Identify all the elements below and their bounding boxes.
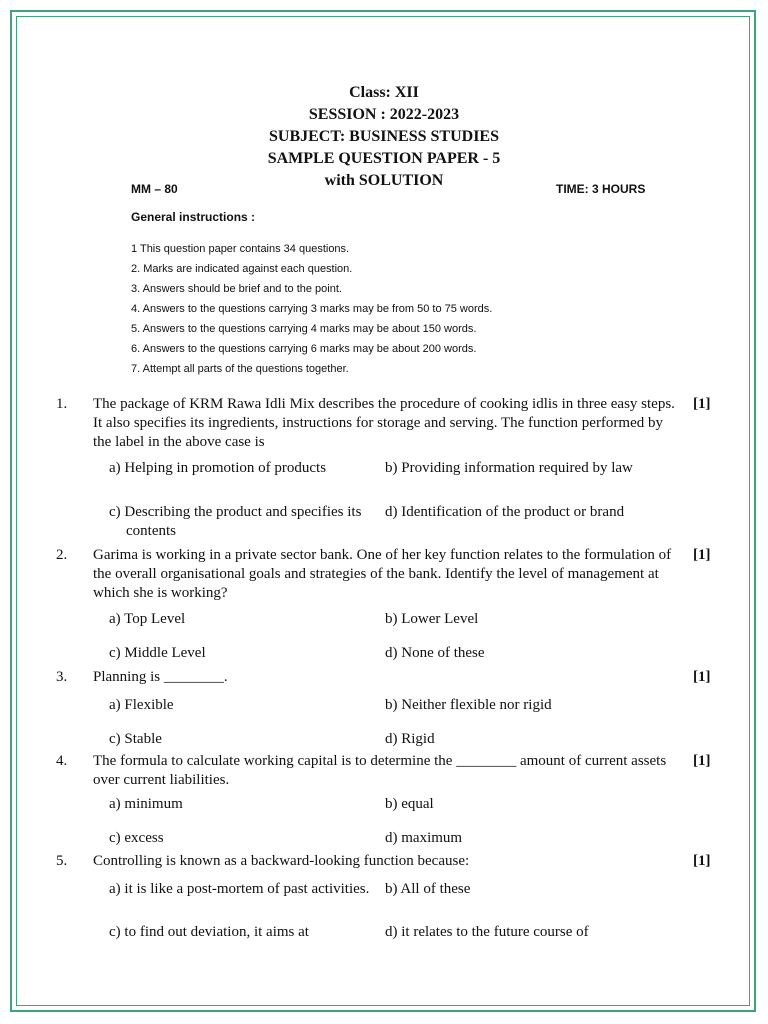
instruction-item: 6. Answers to the questions carrying 6 marks may be about 200 words.	[131, 343, 477, 355]
question-text: The formula to calculate working capital is to determine the ________ amount of current assets over current liabilities.	[93, 753, 667, 788]
option-a: a) Flexible	[109, 697, 174, 713]
question-number: 3.	[56, 669, 68, 685]
option-a: a) Helping in promotion of products	[109, 460, 327, 476]
instruction-item: 3. Answers should be brief and to the point.	[131, 283, 342, 295]
instructions-title: General instructions :	[131, 210, 256, 224]
instruction-item: 1 This question paper contains 34 questions.	[131, 243, 350, 255]
class-line: Class: XII	[349, 84, 419, 101]
option-c: c) to find out deviation, it aims at	[109, 924, 309, 940]
option-b: b) equal	[385, 796, 434, 812]
question-marks: [1]	[693, 669, 711, 685]
question-marks: [1]	[693, 853, 711, 869]
option-d: d) Identification of the product or brand	[385, 504, 625, 520]
instruction-item: 7. Attempt all parts of the questions together.	[131, 363, 349, 375]
option-b: b) Providing information required by law	[385, 460, 633, 476]
instruction-item: 2. Marks are indicated against each question.	[131, 263, 353, 275]
session-line: SESSION : 2022-2023	[308, 106, 460, 123]
option-d: d) Rigid	[385, 731, 435, 747]
option-d: d) None of these	[385, 645, 485, 661]
option-d: d) maximum	[385, 830, 463, 846]
option-a: a) minimum	[109, 796, 183, 812]
question-text: Planning is ________.	[93, 669, 228, 685]
question-number: 5.	[56, 853, 68, 869]
question-marks: [1]	[693, 547, 711, 563]
question-marks: [1]	[693, 396, 711, 412]
question-number: 1.	[56, 396, 68, 412]
option-d: d) it relates to the future course of	[385, 924, 589, 940]
option-b: b) Lower Level	[385, 611, 479, 627]
paper-header	[0, 82, 768, 192]
subject-line: SUBJECT: BUSINESS STUDIES	[268, 128, 499, 145]
question-number: 4.	[56, 753, 68, 769]
option-a: a) Top Level	[109, 611, 186, 627]
question-text: Garima is working in a private sector bank. One of her key function relates to the formulation of the overall organisational goals and strategies of the bank. Identify the level of management at which she is working?	[93, 547, 672, 601]
question-number: 2.	[56, 547, 68, 563]
question-marks: [1]	[693, 753, 711, 769]
option-a: a) it is like a post-mortem of past activities.	[109, 881, 370, 897]
option-b: b) Neither flexible nor rigid	[385, 697, 552, 713]
question-text: Controlling is known as a backward-looking function because:	[93, 853, 470, 869]
instruction-item: 5. Answers to the questions carrying 4 marks may be about 150 words.	[131, 323, 477, 335]
time-allowed: TIME: 3 HOURS	[556, 182, 646, 196]
max-marks: MM – 80	[131, 182, 178, 196]
option-c: c) Describing the product and specifies its contents	[109, 504, 362, 539]
solution-line: with SOLUTION	[324, 172, 444, 189]
option-c: c) excess	[109, 830, 164, 846]
option-c: c) Middle Level	[109, 645, 206, 661]
instructions-list	[131, 240, 492, 380]
paper-title: SAMPLE QUESTION PAPER - 5	[267, 150, 501, 167]
instruction-item: 4. Answers to the questions carrying 3 marks may be from 50 to 75 words.	[131, 303, 493, 315]
option-b: b) All of these	[385, 881, 471, 897]
option-c: c) Stable	[109, 731, 162, 747]
question-text: The package of KRM Rawa Idli Mix describes the procedure of cooking idlis in three easy steps. It also specifies its ingredients, instructions for storage and serving. The function performed by the label in the above case is	[93, 396, 675, 450]
